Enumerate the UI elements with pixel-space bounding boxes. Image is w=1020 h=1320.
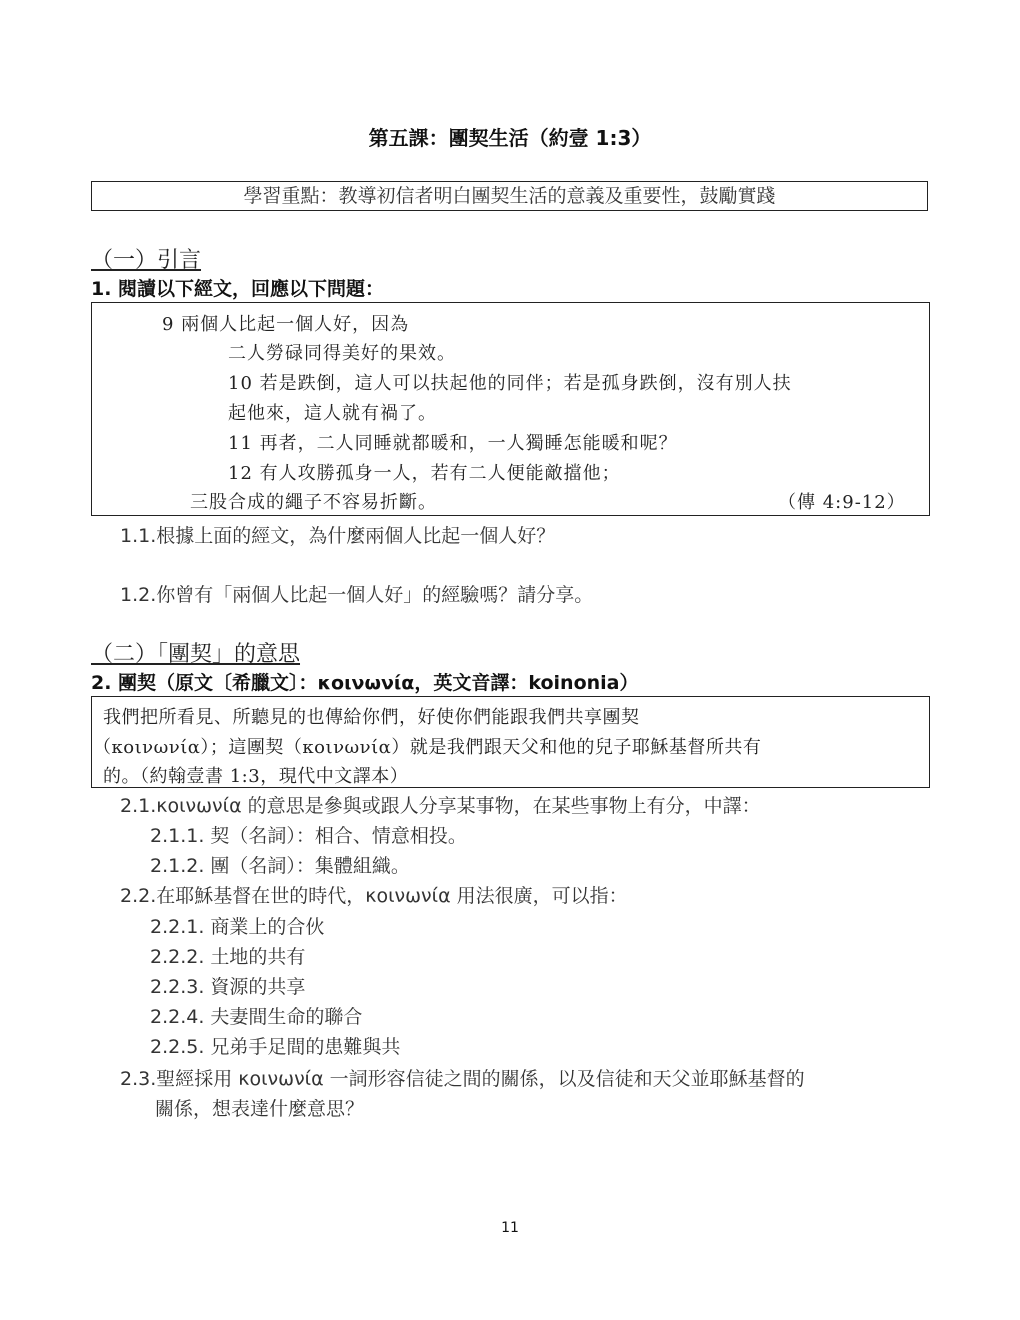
section1-heading: （一）引言 — [91, 248, 202, 273]
verse-reference: （傳 4:9-12） — [778, 492, 906, 513]
verse-line: 10 若是跌倒，這人可以扶起他的同伴；若是孤身跌倒，沒有別人扶 — [228, 373, 792, 394]
item-2-3: 2.3.聖經採用 κοινωνία 一詞形容信徒之間的關係，以及信徒和天父並耶穌基督的 — [120, 1068, 805, 1090]
verse-line: 起他來，這人就有禍了。 — [228, 403, 437, 424]
learning-focus-box: 學習重點：教導初信者明白團契生活的意義及重要性，鼓勵實踐 — [91, 181, 928, 211]
item-2-2-2: 2.2.2. 土地的共有 — [150, 946, 306, 968]
item-2-3-cont: 關係，想表達什麼意思？ — [155, 1098, 365, 1120]
verse-line: 12 有人攻勝孤身一人，若有二人便能敵擋他； — [228, 463, 621, 484]
item-2-1-1: 2.1.1. 契（名詞）：相合、情意相投。 — [150, 825, 467, 847]
page-number: 11 — [501, 1220, 519, 1236]
verse-line: 11 再者，二人同睡就都暖和，一人獨睡怎能暖和呢？ — [228, 433, 678, 454]
item-2-2-4: 2.2.4. 夫妻間生命的聯合 — [150, 1006, 363, 1028]
verse-line: 三股合成的繩子不容易折斷。 — [190, 492, 437, 513]
question1-heading: 1. 閱讀以下經文，回應以下問題： — [91, 278, 385, 300]
item-2-2-3: 2.2.3. 資源的共享 — [150, 976, 306, 998]
quote-line: （κοινωνία）；這團契（κοινωνία）就是我們跟天父和他的兒子耶穌基督所共有 — [93, 737, 762, 758]
item-2-2-1: 2.2.1. 商業上的合伙 — [150, 916, 325, 938]
lesson-title: 第五課：團契生活（約壹 1:3） — [368, 126, 652, 150]
question2-heading: 2. 團契（原文〔希臘文〕：κοινωνία，英文音譯：koinonia） — [91, 672, 639, 694]
item-2-1: 2.1.κοινωνία 的意思是參與或跟人分享某事物，在某些事物上有分，中譯： — [120, 795, 761, 817]
verse-line: 9 兩個人比起一個人好，因為 — [162, 314, 410, 335]
quote-line: 我們把所看見、所聽見的也傳給你們，好使你們能跟我們共享團契 — [103, 707, 640, 728]
item-2-2-5: 2.2.5. 兄弟手足間的患難與共 — [150, 1036, 401, 1058]
verse-line: 二人勞碌同得美好的果效。 — [228, 343, 456, 364]
item-2-2: 2.2.在耶穌基督在世的時代，κοινωνία 用法很廣，可以指： — [120, 885, 628, 907]
quote-line: 的。（約翰壹書 1:3，現代中文譯本） — [103, 766, 409, 787]
section2-heading: （二）「團契」的意思 — [91, 642, 301, 667]
question-1-1: 1.1.根據上面的經文，為什麼兩個人比起一個人好？ — [120, 525, 556, 547]
item-2-1-2: 2.1.2. 團（名詞）：集體組織。 — [150, 855, 410, 877]
question-1-2: 1.2.你曾有「兩個人比起一個人好」的經驗嗎？請分享。 — [120, 584, 594, 606]
